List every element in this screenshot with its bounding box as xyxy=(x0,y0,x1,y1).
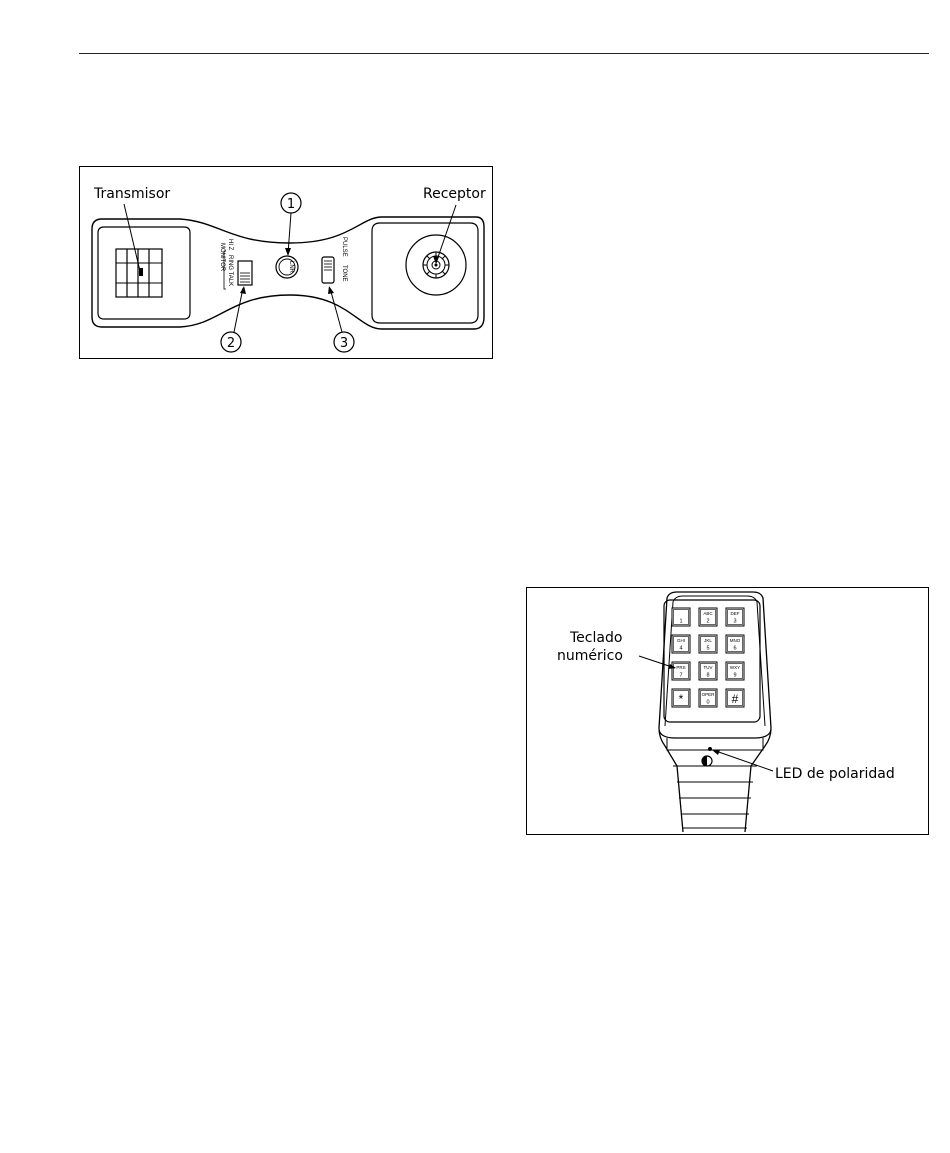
key-5 xyxy=(699,635,717,653)
key-2 xyxy=(699,608,717,626)
transmitter-label: Transmisor xyxy=(94,186,171,202)
key-digit: 9 xyxy=(733,672,737,679)
transmitter-grille xyxy=(116,249,162,297)
key-9 xyxy=(726,662,744,680)
polarity-led-dot xyxy=(708,747,712,751)
key-letters: JKL xyxy=(704,638,712,643)
key-digit: 8 xyxy=(706,672,710,679)
mode-switch xyxy=(219,239,252,289)
key-digit: 4 xyxy=(679,645,683,652)
receiver-leader xyxy=(436,205,456,263)
led-label: LED de polaridad xyxy=(775,766,895,782)
mode-label-hi-z: HI Z xyxy=(227,239,233,251)
callout-3 xyxy=(328,286,354,352)
key-digit: 2 xyxy=(706,618,710,625)
key-letters: ABC xyxy=(703,611,713,616)
tone-label: TONE xyxy=(341,265,347,282)
key-digit: 1 xyxy=(679,618,683,625)
callout-2-number: 2 xyxy=(226,336,236,351)
key-6 xyxy=(726,635,744,653)
key-digit: # xyxy=(731,692,739,706)
mode-label-monitor: MONITOR xyxy=(219,243,225,272)
receiver-speaker xyxy=(406,235,466,295)
key-letters: MNO xyxy=(729,638,741,643)
callout-2 xyxy=(221,286,246,352)
key-digit: * xyxy=(678,692,684,706)
mode-label-ring-talk: RING TALK xyxy=(227,255,233,287)
key-3 xyxy=(726,608,744,626)
key-digit: 0 xyxy=(706,699,710,706)
key-digit: 6 xyxy=(733,645,737,652)
key-8 xyxy=(699,662,717,680)
test-set-figure xyxy=(79,166,493,359)
key-letters: DEF xyxy=(730,611,740,616)
led-leader xyxy=(713,750,773,771)
polarity-icon xyxy=(702,756,712,766)
pulse-label: PULSE xyxy=(341,237,347,257)
keypad-drawing xyxy=(527,588,930,836)
keypad-figure xyxy=(526,587,929,835)
callout-1-number: 1 xyxy=(286,197,296,212)
header-rule xyxy=(79,53,929,54)
key-1 xyxy=(672,608,690,626)
lnr-button-label: LNR xyxy=(288,260,294,274)
key-letters: GHI xyxy=(676,638,686,643)
keypad-label-line1: Teclado xyxy=(570,630,623,646)
key-0 xyxy=(699,689,717,707)
key-letters: WXY xyxy=(729,665,741,670)
callout-1 xyxy=(281,193,301,256)
pulse-tone-switch xyxy=(322,237,347,283)
key-7 xyxy=(672,662,690,680)
lnr-button xyxy=(276,256,298,278)
key-digit: 5 xyxy=(706,645,710,652)
receiver-label: Receptor xyxy=(423,186,486,202)
test-set-drawing xyxy=(80,167,494,360)
transmitter-housing xyxy=(98,227,190,319)
key-4 xyxy=(672,635,690,653)
key-digit: 3 xyxy=(733,618,737,625)
keypad-label-line2: numérico xyxy=(557,648,623,664)
callout-3-number: 3 xyxy=(339,336,349,351)
key-letters: OPER xyxy=(701,692,715,697)
key-letters: PRS xyxy=(676,665,686,670)
keypad-keys xyxy=(672,608,744,707)
key-letters: TUV xyxy=(703,665,713,670)
key-digit: 7 xyxy=(679,672,683,679)
handset-outline xyxy=(659,592,771,832)
receiver-housing xyxy=(372,223,478,323)
key-star xyxy=(672,689,690,707)
key-hash xyxy=(726,689,744,707)
